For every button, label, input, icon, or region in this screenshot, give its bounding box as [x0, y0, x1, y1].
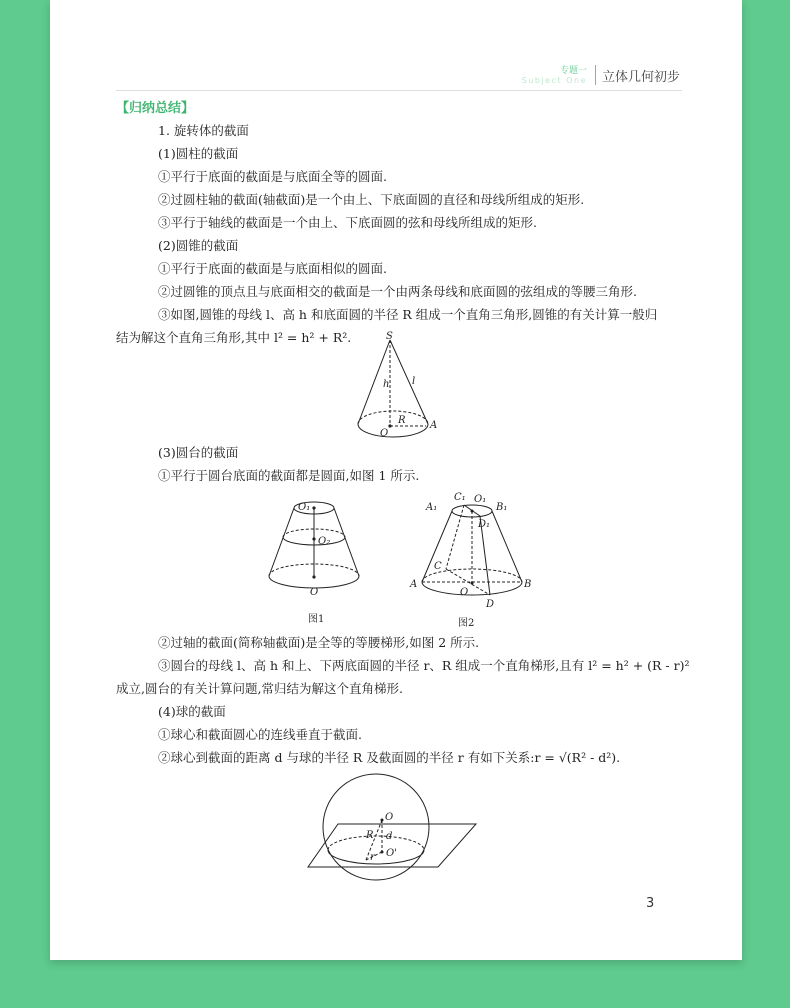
- frustum-figure-1: [266, 494, 376, 602]
- sphere-distance-label: d: [386, 831, 393, 842]
- text-line: ①球心和截面圆心的连线垂直于截面.: [158, 727, 362, 742]
- fig2-o-label: O: [460, 587, 469, 598]
- text-line: (1)圆柱的截面: [158, 146, 239, 161]
- section-radius-label: r: [370, 852, 375, 863]
- text-line: ②过圆锥的顶点且与底面相交的截面是一个由两条母线和底面圆的弦组成的等腰三角形.: [158, 284, 637, 299]
- fig2-b-label: B: [524, 579, 532, 590]
- text-line: ②球心到截面的距离 d 与球的半径 R 及截面圆的半径 r 有如下关系:r = √(R² - d²).: [158, 750, 621, 765]
- fig1-mid-label: O₂: [318, 536, 331, 547]
- sphere-radius-label: R: [366, 830, 374, 841]
- fig2-d1-label: D₁: [478, 519, 491, 530]
- text-line: 结为解这个直角三角形,其中 l² = h² + R².: [116, 330, 352, 345]
- running-header: [522, 64, 680, 86]
- fig2-d-label: D: [486, 599, 495, 610]
- sphere-center-label: O: [385, 812, 394, 823]
- cone-point-label: A: [430, 420, 438, 431]
- frustum-figure-2: [408, 487, 530, 609]
- text-line: ①平行于底面的截面是与底面全等的圆面.: [158, 169, 387, 184]
- text-line: 成立,圆台的有关计算问题,常归结为解这个直角梯形.: [116, 681, 403, 696]
- chapter-title: 立体几何初步: [601, 69, 680, 85]
- sphere-figure: [306, 772, 486, 884]
- fig2-c-label: C: [434, 561, 442, 572]
- series-label-en: Subject One: [521, 75, 587, 85]
- cone-figure: [350, 332, 450, 442]
- text-line: ③圆台的母线 l、高 h 和上、下两底面圆的半径 r、R 组成一个直角梯形,且有 l² = h² + (R - r)²: [158, 658, 690, 673]
- text-line: (3)圆台的截面: [158, 445, 239, 460]
- text-line: ①平行于底面的截面是与底面相似的圆面.: [158, 261, 387, 276]
- cone-slant-label: l: [412, 376, 416, 387]
- fig2-o1-label: O₁: [474, 494, 487, 505]
- book-page: [50, 0, 742, 960]
- header-rule: [116, 90, 682, 91]
- header-divider: [595, 65, 596, 85]
- cone-radius-label: R: [398, 415, 406, 426]
- text-line: 1. 旋转体的截面: [158, 123, 249, 138]
- series-label-cn: 专题一: [559, 65, 587, 76]
- text-line: ③平行于轴线的截面是一个由上、下底面圆的弦和母线所组成的矩形.: [158, 215, 537, 230]
- figure-1-caption: 图1: [308, 614, 325, 625]
- page-number: 3: [646, 896, 655, 911]
- text-line: ③如图,圆锥的母线 l、高 h 和底面圆的半径 R 组成一个直角三角形,圆锥的有关计算一般归: [158, 307, 658, 322]
- fig1-top-label: O₁: [298, 502, 311, 513]
- cone-apex-label: S: [386, 331, 393, 342]
- text-line: ②过轴的截面(简称轴截面)是全等的等腰梯形,如图 2 所示.: [158, 635, 480, 650]
- section-center-label: O': [386, 848, 397, 859]
- fig2-a-label: A: [410, 579, 418, 590]
- fig2-c1-label: C₁: [454, 492, 466, 503]
- cone-height-label: h: [383, 379, 390, 390]
- fig2-a1-label: A₁: [426, 502, 438, 513]
- section-title: 【归纳总结】: [116, 101, 195, 116]
- text-line: ②过圆柱轴的截面(轴截面)是一个由上、下底面圆的直径和母线所组成的矩形.: [158, 192, 585, 207]
- fig2-b1-label: B₁: [496, 502, 508, 513]
- text-line: (4)球的截面: [158, 704, 226, 719]
- figure-2-caption: 图2: [458, 618, 475, 629]
- fig1-bottom-label: O: [310, 587, 319, 598]
- text-line: ①平行于圆台底面的截面都是圆面,如图 1 所示.: [158, 468, 420, 483]
- text-line: (2)圆锥的截面: [158, 238, 239, 253]
- cone-center-label: O: [380, 428, 389, 439]
